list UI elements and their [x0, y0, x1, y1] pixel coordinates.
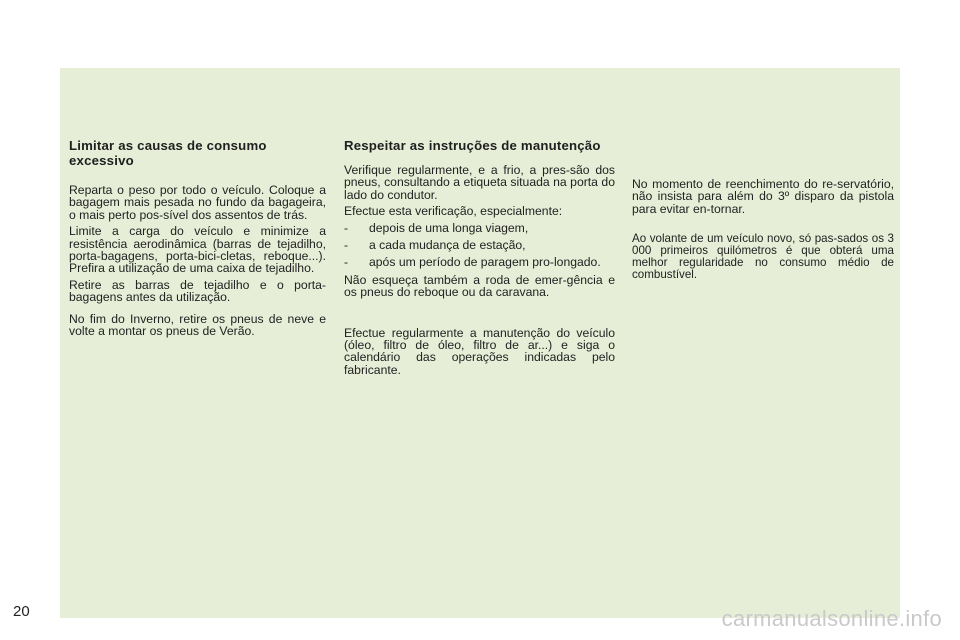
paragraph-load: Limite a carga do veículo e minimize a resistência aerodinâmica (barras de tejadilho, porta-bagagens, porta-bici-cletas, reboque...). Prefira a utilização de uma caixa de tejadilho. — [69, 224, 326, 276]
paragraph-spare-wheel: Não esqueça também a roda de emer-gência e os pneus do reboque ou da caravana. — [344, 272, 615, 300]
column-maintenance — [344, 138, 615, 380]
heading-maintenance: Respeitar as instruções de manutenção — [344, 138, 601, 153]
column-reduce-consumption — [69, 138, 326, 341]
paragraph-check-when: Efectue esta verificação, especialmente: — [344, 204, 563, 219]
paragraph-servicing: Efectue regularmente a manutenção do veículo (óleo, filtro de óleo, filtro de ar...) e siga o calendário das operações indicadas pelo fabricante. — [344, 325, 615, 377]
column-refuel-notes — [632, 178, 894, 285]
paragraph-weight: Reparta o peso por todo o veículo. Coloque a bagagem mais pesada no fundo da bagageira, o mais perto pos-sível dos assentos de trás. — [69, 183, 326, 222]
paragraph-roof-bars: Retire as barras de tejadilho e o porta-bagagens antes da utilização. — [69, 277, 326, 305]
heading-reduce-consumption: Limitar as causas de consumo excessivo — [69, 138, 267, 168]
list-marker: - — [344, 238, 349, 253]
paragraph-tyre-pressure: Verifique regularmente, e a frio, a pres-são dos pneus, consultando a etiqueta situada na porta do lado do condutor. — [344, 163, 615, 202]
list-marker: - — [344, 220, 349, 235]
list-item: - a cada mudança de estação, — [344, 238, 526, 253]
paragraph-new-vehicle: Ao volante de um veículo novo, só pas-sados os 3 000 primeiros quilómetros é que obterá uma melhor regularidade no consumo médio de combustível. — [632, 232, 894, 282]
list-item: - depois de uma longa viagem, — [344, 220, 529, 235]
list-marker: - — [344, 255, 349, 270]
paragraph-refuelling: No momento de reenchimento do re-servatório, não insista para além do 3º disparo da pistola para evitar en-tornar. — [632, 177, 894, 216]
paragraph-winter-tyres: No fim do Inverno, retire os pneus de neve e volte a montar os pneus de Verão. — [69, 311, 326, 339]
watermark: carmanualsonline.info — [721, 606, 942, 631]
check-list — [344, 222, 615, 269]
list-item: - após um período de paragem pro-longado. — [344, 255, 601, 270]
page-number: 20 — [13, 603, 30, 620]
